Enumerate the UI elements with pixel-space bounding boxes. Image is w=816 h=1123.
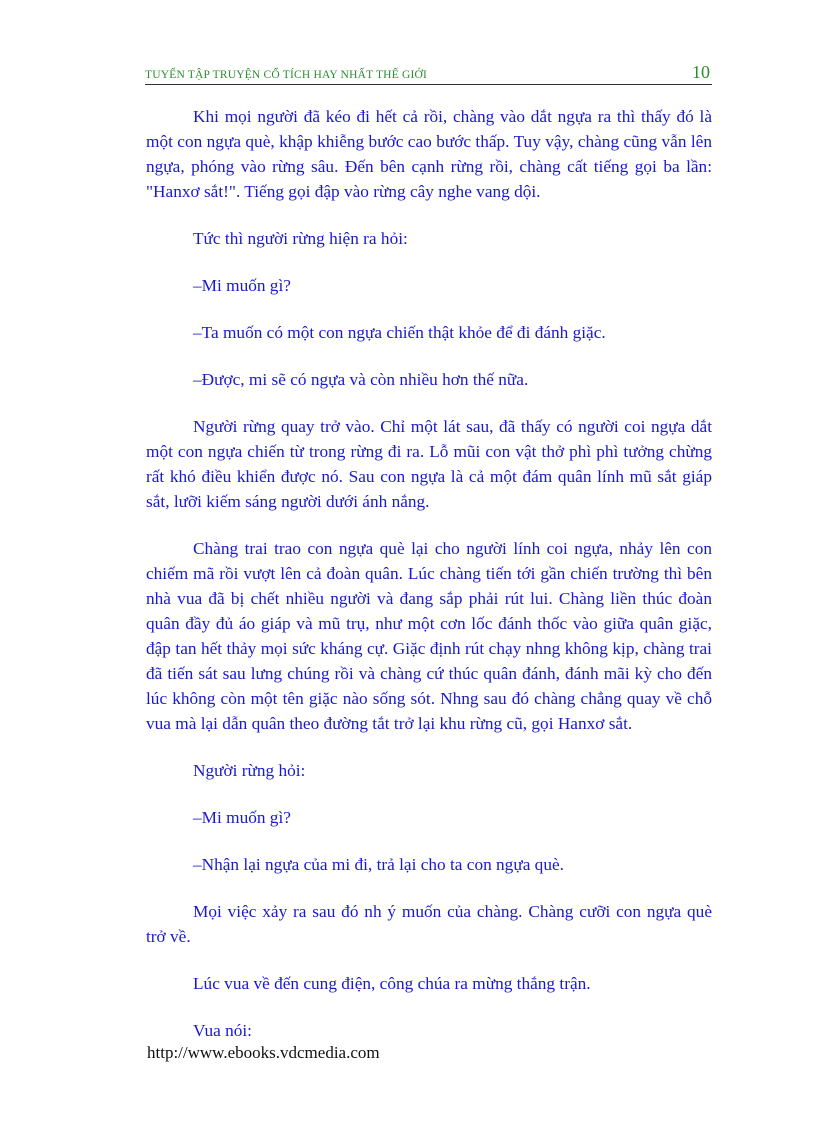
dialogue-line: –Nhận lại ngựa của mi đi, trả lại cho ta con ngựa què.: [193, 855, 564, 874]
page-header: [145, 60, 712, 85]
paragraph: Người rừng quay trở vào. Chỉ một lát sau, đã thấy có người coi ngựa dắt một con ngựa chiến từ trong rừng đi ra. Lỗ mũi con vật thở phì phì tưởng chừng rất khó điều khiển được nó. Sau con ngựa là cả một đám quân lính mũ sắt giáp sắt, lưỡi kiếm sáng người dưới ánh nắng.: [146, 417, 712, 511]
footer-url[interactable]: http://www.ebooks.vdcmedia.com: [147, 1043, 380, 1062]
paragraph: Người rừng hỏi:: [193, 761, 306, 780]
page-body: [146, 104, 712, 1065]
dialogue-line: –Mi muốn gì?: [193, 276, 291, 295]
paragraph: Mọi việc xảy ra sau đó nh ý muốn của chàng. Chàng cưỡi con ngựa què trở về.: [146, 902, 712, 946]
paragraph: Tức thì người rừng hiện ra hỏi:: [193, 229, 408, 248]
paragraph: Chàng trai trao con ngựa què lại cho người lính coi ngựa, nhảy lên con chiếm mã rồi vượt lên cả đoàn quân. Lúc chàng tiến tới gần chiến trường thì bên nhà vua đã bị chết nhiều người và đang sắp phải rút lui. Chàng liền thúc đoàn quân đầy đủ áo giáp và mũ trụ, như một cơn lốc đánh thốc vào giữa quân giặc, đập tan hết thảy mọi sức kháng cự. Giặc định rút chạy nhng không kịp, chàng trai đã tiến sát sau lưng chúng rồi và chàng cứ thúc quân đánh, đánh mãi kỳ cho đến lúc không còn một tên giặc nào sống sót. Nhng sau đó chàng chẳng quay về chỗ vua mà lại dẫn quân theo đường tắt trở lại khu rừng cũ, gọi Hanxơ sắt.: [146, 539, 712, 733]
paragraph: Vua nói:: [193, 1021, 252, 1040]
book-title: TUYỂN TẬP TRUYỆN CỔ TÍCH HAY NHẤT THẾ GIỚI: [145, 69, 428, 81]
paragraph: Khi mọi người đã kéo đi hết cả rồi, chàng vào dắt ngựa ra thì thấy đó là một con ngựa què, khập khiễng bước cao bước thấp. Tuy vậy, chàng cũng vẫn lên ngựa, phóng vào rừng sâu. Đến bên cạnh rừng rồi, chàng cất tiếng gọi ba lần: "Hanxơ sắt!". Tiếng gọi đập vào rừng cây nghe vang dội.: [146, 107, 712, 201]
page-number: 10: [692, 62, 710, 82]
dialogue-line: –Mi muốn gì?: [193, 808, 291, 827]
dialogue-line: –Được, mi sẽ có ngựa và còn nhiều hơn thế nữa.: [193, 370, 529, 389]
dialogue-line: –Ta muốn có một con ngựa chiến thật khỏe để đi đánh giặc.: [193, 323, 606, 342]
paragraph: Lúc vua về đến cung điện, công chúa ra mừng thắng trận.: [193, 974, 591, 993]
